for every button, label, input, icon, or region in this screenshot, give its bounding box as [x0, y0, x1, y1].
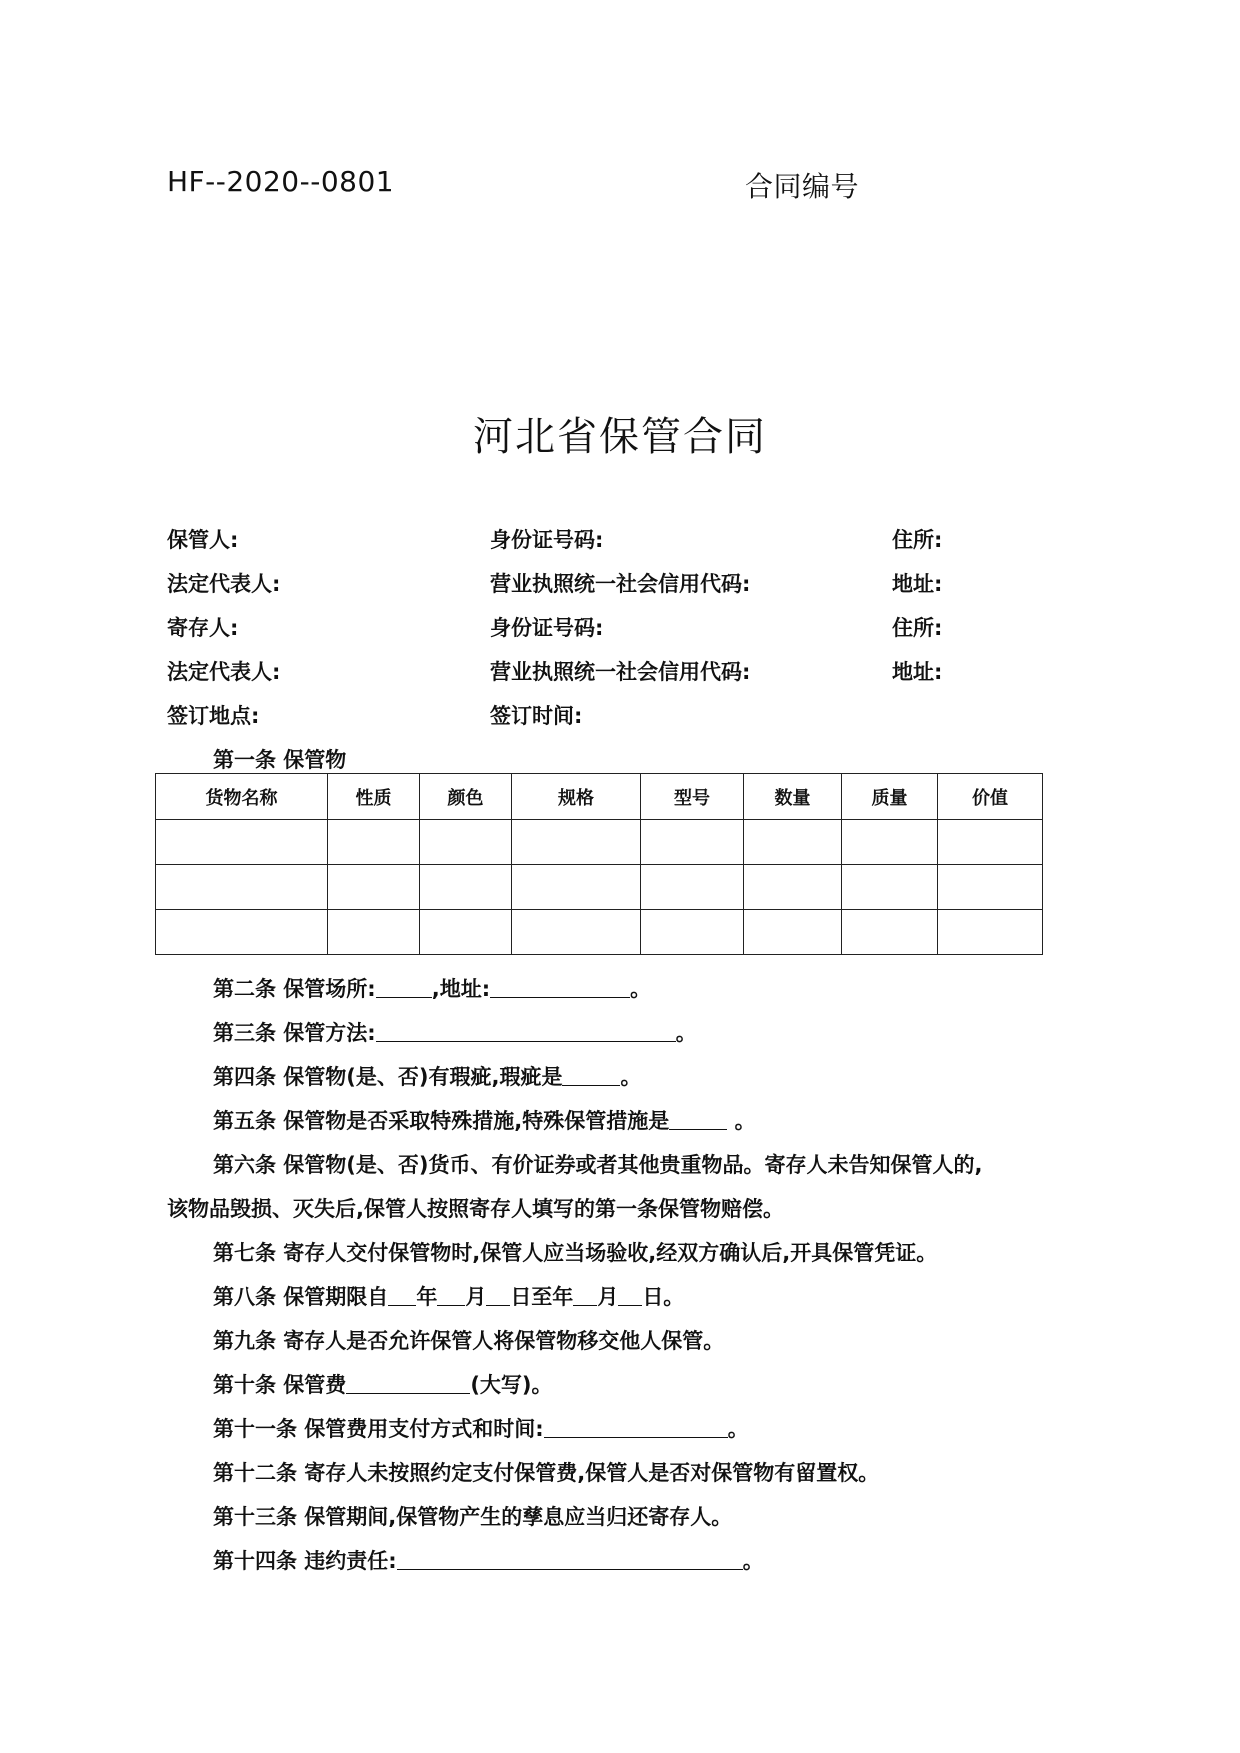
- storage-address-blank[interactable]: [490, 977, 630, 998]
- table-cell[interactable]: [641, 910, 744, 955]
- article-11: 第十一条 保管费用支付方式和时间: 。: [213, 1417, 749, 1441]
- table-cell[interactable]: [512, 865, 641, 910]
- end-day-blank[interactable]: [618, 1285, 642, 1306]
- table-cell[interactable]: [512, 820, 641, 865]
- party-row-depositor-rep: [167, 656, 1147, 686]
- table-cell[interactable]: [156, 820, 328, 865]
- table-cell[interactable]: [420, 820, 512, 865]
- table-row: [156, 910, 1043, 955]
- keeper-label: 保管人:: [167, 528, 239, 552]
- table-cell[interactable]: [328, 910, 420, 955]
- col-value: 价值: [938, 774, 1043, 820]
- table-cell[interactable]: [938, 910, 1043, 955]
- table-cell[interactable]: [156, 910, 328, 955]
- depositor-rep-label: 法定代表人:: [167, 660, 281, 684]
- keeper-id-label: 身份证号码:: [490, 528, 604, 552]
- start-month-blank[interactable]: [437, 1285, 465, 1306]
- article-8: 第八条 保管期限自 年 月 日至年 月 日。: [213, 1285, 685, 1309]
- table-cell[interactable]: [842, 865, 938, 910]
- signing-place-label: 签订地点:: [167, 704, 260, 728]
- table-cell[interactable]: [938, 820, 1043, 865]
- contract-number-label: 合同编号: [745, 170, 860, 203]
- party-row-signing: [167, 700, 1147, 730]
- article-5: 第五条 保管物是否采取特殊措施,特殊保管措施是 。: [213, 1109, 756, 1133]
- col-goods-name: 货物名称: [156, 774, 328, 820]
- party-row-keeper: [167, 524, 1147, 554]
- article-1-heading: 第一条 保管物: [213, 748, 347, 772]
- article-7: 第七条 寄存人交付保管物时,保管人应当场验收,经双方确认后,开具保管凭证。: [213, 1241, 938, 1265]
- start-day-blank[interactable]: [486, 1285, 510, 1306]
- payment-method-blank[interactable]: [544, 1417, 728, 1438]
- col-nature: 性质: [328, 774, 420, 820]
- col-spec: 规格: [512, 774, 641, 820]
- depositor-residence-label: 住所:: [892, 616, 943, 640]
- keeper-rep-label: 法定代表人:: [167, 572, 281, 596]
- table-cell[interactable]: [641, 820, 744, 865]
- article-12: 第十二条 寄存人未按照约定支付保管费,保管人是否对保管物有留置权。: [213, 1461, 880, 1485]
- liability-blank[interactable]: [397, 1549, 743, 1570]
- fee-blank[interactable]: [346, 1373, 470, 1394]
- signing-time-label: 签订时间:: [490, 704, 583, 728]
- table-cell[interactable]: [328, 820, 420, 865]
- keeper-credit-code-label: 营业执照统一社会信用代码:: [490, 572, 751, 596]
- article-6-line1: 第六条 保管物(是、否)货币、有价证券或者其他贵重物品。寄存人未告知保管人的,: [213, 1153, 983, 1177]
- document-code: HF--2020--0801: [167, 165, 395, 198]
- article-4: 第四条 保管物(是、否)有瑕疵,瑕疵是 。: [213, 1065, 642, 1089]
- goods-table: [155, 773, 1043, 955]
- table-cell[interactable]: [744, 820, 842, 865]
- table-cell[interactable]: [156, 865, 328, 910]
- party-row-depositor: [167, 612, 1147, 642]
- table-cell[interactable]: [328, 865, 420, 910]
- article-9: 第九条 寄存人是否允许保管人将保管物移交他人保管。: [213, 1329, 725, 1353]
- end-month-blank[interactable]: [573, 1285, 597, 1306]
- table-cell[interactable]: [744, 865, 842, 910]
- article-3: 第三条 保管方法: 。: [213, 1021, 697, 1045]
- depositor-label: 寄存人:: [167, 616, 239, 640]
- article-10: 第十条 保管费 (大写)。: [213, 1373, 553, 1397]
- storage-place-blank[interactable]: [376, 977, 432, 998]
- article-13: 第十三条 保管期间,保管物产生的孳息应当归还寄存人。: [213, 1505, 733, 1529]
- depositor-credit-code-label: 营业执照统一社会信用代码:: [490, 660, 751, 684]
- table-cell[interactable]: [938, 865, 1043, 910]
- table-header-row: [156, 774, 1043, 820]
- article-2: 第二条 保管场所: ,地址: 。: [213, 977, 652, 1001]
- table-row: [156, 865, 1043, 910]
- article-14: 第十四条 违约责任: 。: [213, 1549, 764, 1573]
- col-quantity: 数量: [744, 774, 842, 820]
- defect-blank[interactable]: [562, 1065, 620, 1086]
- table-cell[interactable]: [420, 865, 512, 910]
- table-cell[interactable]: [842, 820, 938, 865]
- table-cell[interactable]: [842, 910, 938, 955]
- depositor-address-label: 地址:: [892, 660, 943, 684]
- table-cell[interactable]: [641, 865, 744, 910]
- table-cell[interactable]: [512, 910, 641, 955]
- table-row: [156, 820, 1043, 865]
- col-color: 颜色: [420, 774, 512, 820]
- start-year-blank[interactable]: [388, 1285, 416, 1306]
- special-measure-blank[interactable]: [669, 1109, 727, 1130]
- keeper-residence-label: 住所:: [892, 528, 943, 552]
- table-cell[interactable]: [744, 910, 842, 955]
- col-model: 型号: [641, 774, 744, 820]
- table-cell[interactable]: [420, 910, 512, 955]
- depositor-id-label: 身份证号码:: [490, 616, 604, 640]
- page-title: 河北省保管合同: [473, 414, 767, 460]
- party-row-keeper-rep: [167, 568, 1147, 598]
- keeper-address-label: 地址:: [892, 572, 943, 596]
- col-quality: 质量: [842, 774, 938, 820]
- storage-method-blank[interactable]: [376, 1021, 676, 1042]
- article-6-line2: 该物品毁损、灭失后,保管人按照寄存人填写的第一条保管物赔偿。: [167, 1197, 784, 1221]
